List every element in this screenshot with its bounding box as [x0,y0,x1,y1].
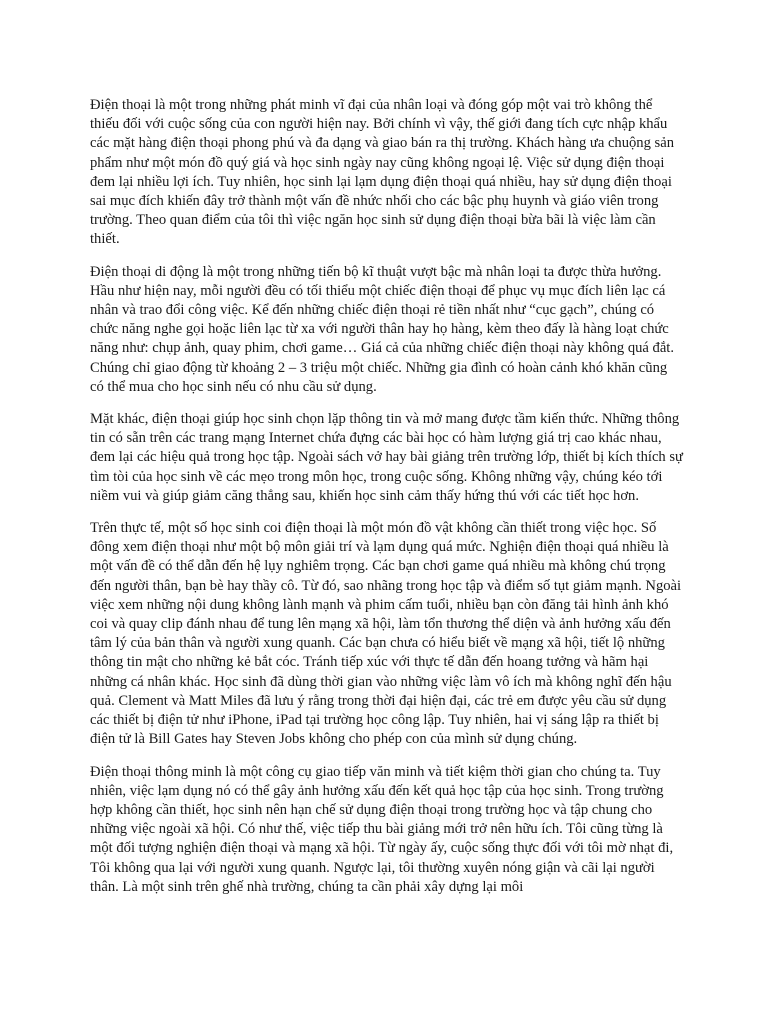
paragraph: Trên thực tế, một số học sinh coi điện thoại là một món đồ vật không cần thiết trong việc học. Số đông xem điện thoại như một bộ môn giải trí và lạm dụng quá mức. Nghiện điện thoại quá nhiều là một vấn đề có thể dẫn đến hệ lụy nghiêm trọng. Các bạn chơi game quá nhiều mà không chú trọng đến người thân, bạn bè hay thầy cô. Từ đó, sao nhãng trong học tập và điểm số tụt giảm mạnh. Ngoài việc xem những nội dung không lành mạnh và phim cấm tuổi, nhiều bạn còn đăng tải hình ảnh khó coi và quay clip đánh nhau để tung lên mạng xã hội, làm tổn thương thể diện và ảnh hưởng xấu đến tâm lý của bản thân và người xung quanh. Các bạn chưa có hiểu biết về mạng xã hội, tiết lộ những thông tin mật cho những kẻ bắt cóc. Tránh tiếp xúc với thực tế dẫn đến hoang tưởng và hãm hại những cá nhân khác. Học sinh đã dùng thời gian vào những việc làm vô ích mà không nghĩ đến hậu quả. Clement và Matt Miles đã lưu ý rằng trong thời đại hiện đại, các trẻ em được yêu cầu sử dụng các thiết bị điện tử như iPhone, iPad tại trường học công lập. Tuy nhiên, hai vị sáng lập ra thiết bị điện tử là Bill Gates hay Steven Jobs không cho phép con của mình sử dụng chúng. [90,520,682,748]
paragraph: Điện thoại thông minh là một công cụ giao tiếp văn minh và tiết kiệm thời gian cho chúng ta. Tuy nhiên, việc lạm dụng nó có thể gây ảnh hưởng xấu đến kết quả học tập của học sinh. Trong trường hợp không cần thiết, học sinh nên hạn chế sử dụng điện thoại trong trường học và tập chung cho những việc ngoài xã hội. Có như thế, việc tiếp thu bài giảng mới trở nên hữu ích. Tôi cũng từng là một đối tượng nghiện điện thoại và mạng xã hội. Từ ngày ấy, cuộc sống thực đối với tôi mờ nhạt đi, Tôi không qua lại với người xung quanh. Ngược lại, tôi thường xuyên nóng giận và cãi lại người thân. Là một sinh trên ghế nhà trường, chúng ta cần phải xây dựng lại môi [90,763,674,895]
document-body [90,96,684,910]
paragraph: Mặt khác, điện thoại giúp học sinh chọn lặp thông tin và mở mang được tầm kiến thức. Những thông tin có sẵn trên các trang mạng Internet chứa đựng các bài học có hàm lượng giá trị cao khác nhau, đem lại các hiệu quả trong học tập. Ngoài sách vở hay bài giảng trên trường lớp, thiết bị kích thích sự tìm tòi của học sinh về các mẹo trong môn học, trong cuộc sống. Không những vậy, chúng kéo tới niềm vui và giúp giảm căng thẳng sau, khiến học sinh cảm thấy hứng thú với các tiết học hơn. [90,411,683,504]
paragraph: Điện thoại là một trong những phát minh vĩ đại của nhân loại và đóng góp một vai trò không thể thiếu đối với cuộc sống của con người hiện nay. Bởi chính vì vậy, thế giới đang tích cực nhập khẩu các mặt hàng điện thoại phong phú và đa dạng và giao bán ra thị trường. Khách hàng ưa chuộng sản phẩm như một món đồ quý giá và học sinh ngày nay cũng không ngoại lệ. Việc sử dụng điện thoại đem lại nhiều lợi ích. Tuy nhiên, học sinh lại lạm dụng điện thoại quá nhiều, hay sử dụng điện thoại sai mục đích khiến đây trở thành một vấn đề nhức nhối cho các bậc phụ huynh và giáo viên trong trường. Theo quan điểm của tôi thì việc ngăn học sinh sử dụng điện thoại bừa bãi là việc làm cần thiết. [90,97,675,248]
paragraph: Điện thoại di động là một trong những tiến bộ kĩ thuật vượt bậc mà nhân loại ta được thừa hưởng. Hầu như hiện nay, mỗi người đều có tối thiểu một chiếc điện thoại để phục vụ mục đích liên lạc cá nhân và trao đổi công việc. Kể đến những chiếc điện thoại rẻ tiền nhất như “cục gạch”, chúng có chức năng nghe gọi hoặc liên lạc từ xa với người thân hay họ hàng, kèm theo đấy là hàng loạt chức năng như: chụp ảnh, quay phim, chơi game… Giá cả của những chiếc điện thoại này không quá đắt. Chúng chỉ giao động từ khoảng 2 – 3 triệu một chiếc. Những gia đình có hoàn cảnh khó khăn cũng có thể mua cho học sinh nếu có nhu cầu sử dụng. [90,263,675,395]
